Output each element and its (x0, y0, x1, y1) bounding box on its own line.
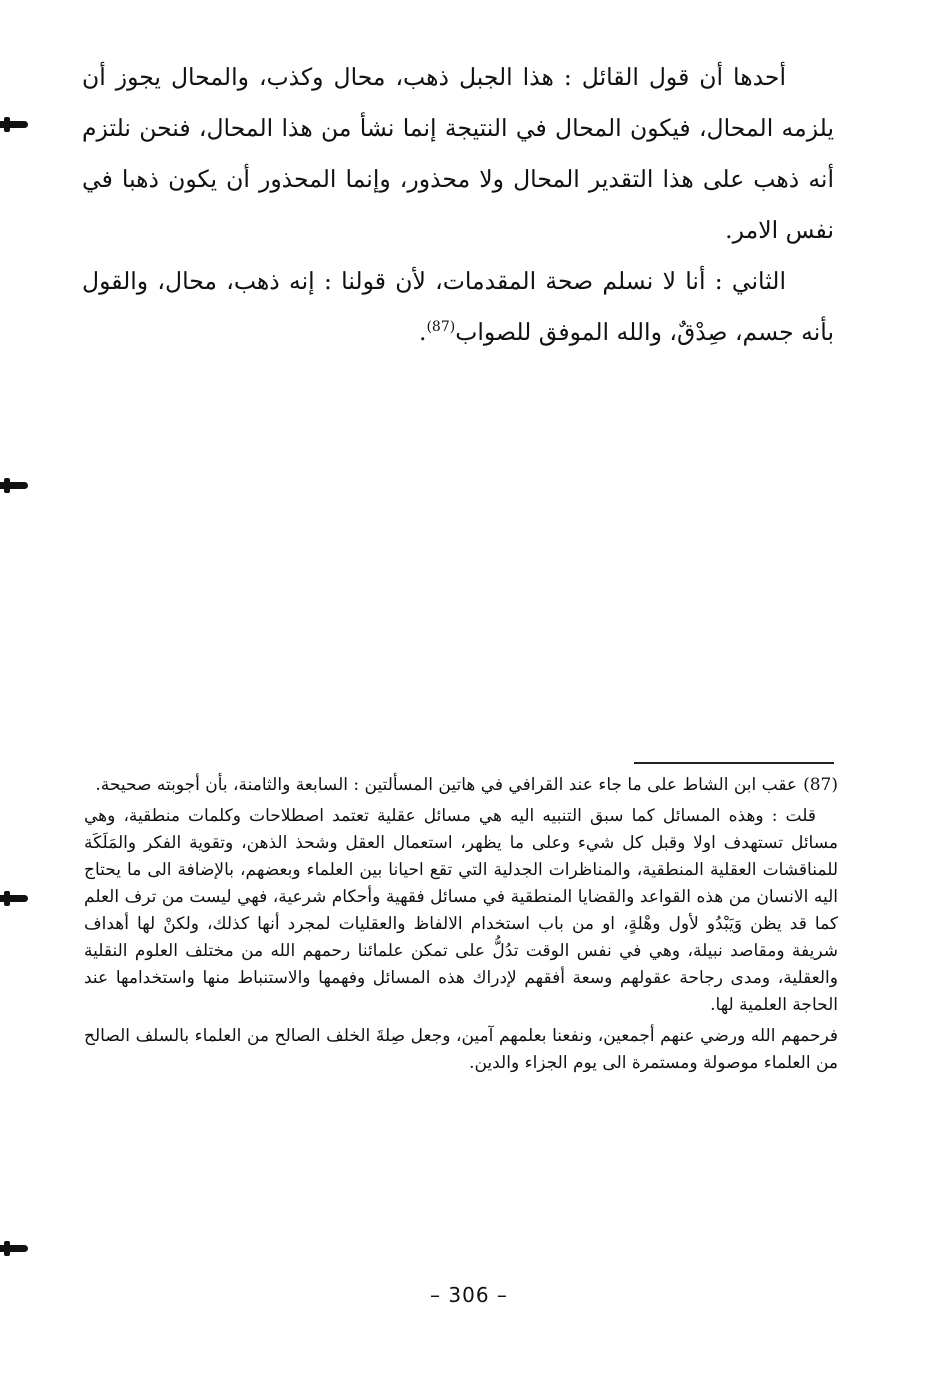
binding-mark-icon (0, 1245, 28, 1252)
binding-mark-icon (0, 895, 28, 902)
footnote-reference[interactable]: (87) (426, 319, 456, 336)
page-number: – 306 – (430, 1283, 508, 1307)
paragraph-second-answer (82, 256, 834, 358)
footnote-87 (84, 772, 838, 799)
binding-mark-icon (0, 482, 28, 489)
paragraph-second-end: . (418, 318, 427, 346)
paragraph-second-text: الثاني : أنا لا نسلم صحة المقدمات، لأن قولنا : إنه ذهب، محال، والقول بأنه جسم، صِدْقٌ، والله الموفق للصواب (82, 267, 834, 346)
footnote-comment-paragraph: قلت : وهذه المسائل كما سبق التنبيه اليه هي مسائل عقلية تعتمد اصطلاحات وكلمات منطقية، وهي مسائل تستهدف اولا وقبل كل شيء وعلى ما يظهر، استعمال العقل وشحذ الذهن، وتقوية الفكر والمَلَكَة للمناقشات العقلية المنطقية، والمناظرات الجدلية التي تقع احيانا بين العلماء وبعضهم، بالإضافة الى ما يحتاج اليه الانسان من هذه القواعد والقضايا المنطقية في مسائل فقهية وأحكام شرعية، فهي ليست من ترف العلم كما قد يظن وَيَبْدُو لأول وهْلةٍ، او من باب استخدام الالفاظ والعقليات لمجرد أنها كذلك، ولكنْ لها أهداف شريفة ومقاصد نبيلة، وهي في نفس الوقت تدُلُّ على تمكن علمائنا رحمهم الله من مختلف العلوم النقلية والعقلية، ومدى رجاحة عقولهم وسعة أفقهم لإدراك هذه المسائل وفهمها والاستنباط منها واستخدامها عند الحاجة العلمية لها. (84, 806, 838, 1015)
binding-mark-icon (0, 121, 28, 128)
paragraph-first-answer: أحدها أن قول القائل : هذا الجبل ذهب، محال وكذب، والمحال يجوز أن يلزمه المحال، فيكون المحال في النتيجة إنما نشأ من هذا المحال، فنحن نلتزم أنه ذهب على هذا التقدير المحال ولا محذور، وإنما المحذور أن يكون ذهبا في نفس الامر. (82, 63, 834, 244)
main-text-block (82, 52, 834, 358)
footnotes-block (84, 772, 838, 1081)
footnote-number: (87) (803, 775, 838, 795)
footnote-separator (634, 762, 834, 764)
footnote-closing-prayer: فرحمهم الله ورضي عنهم أجمعين، ونفعنا بعلمهم آمين، وجعل صِلةَ الخلف الصالح من العلماء بالسلف الصالح من العلماء موصولة ومستمرة الى يوم الجزاء والدين. (84, 1026, 838, 1073)
footnote-87-text: عقب ابن الشاط على ما جاء عند القرافي في هاتين المسألتين : السابعة والثامنة، بأن أجوبته صحيحة. (95, 775, 798, 795)
